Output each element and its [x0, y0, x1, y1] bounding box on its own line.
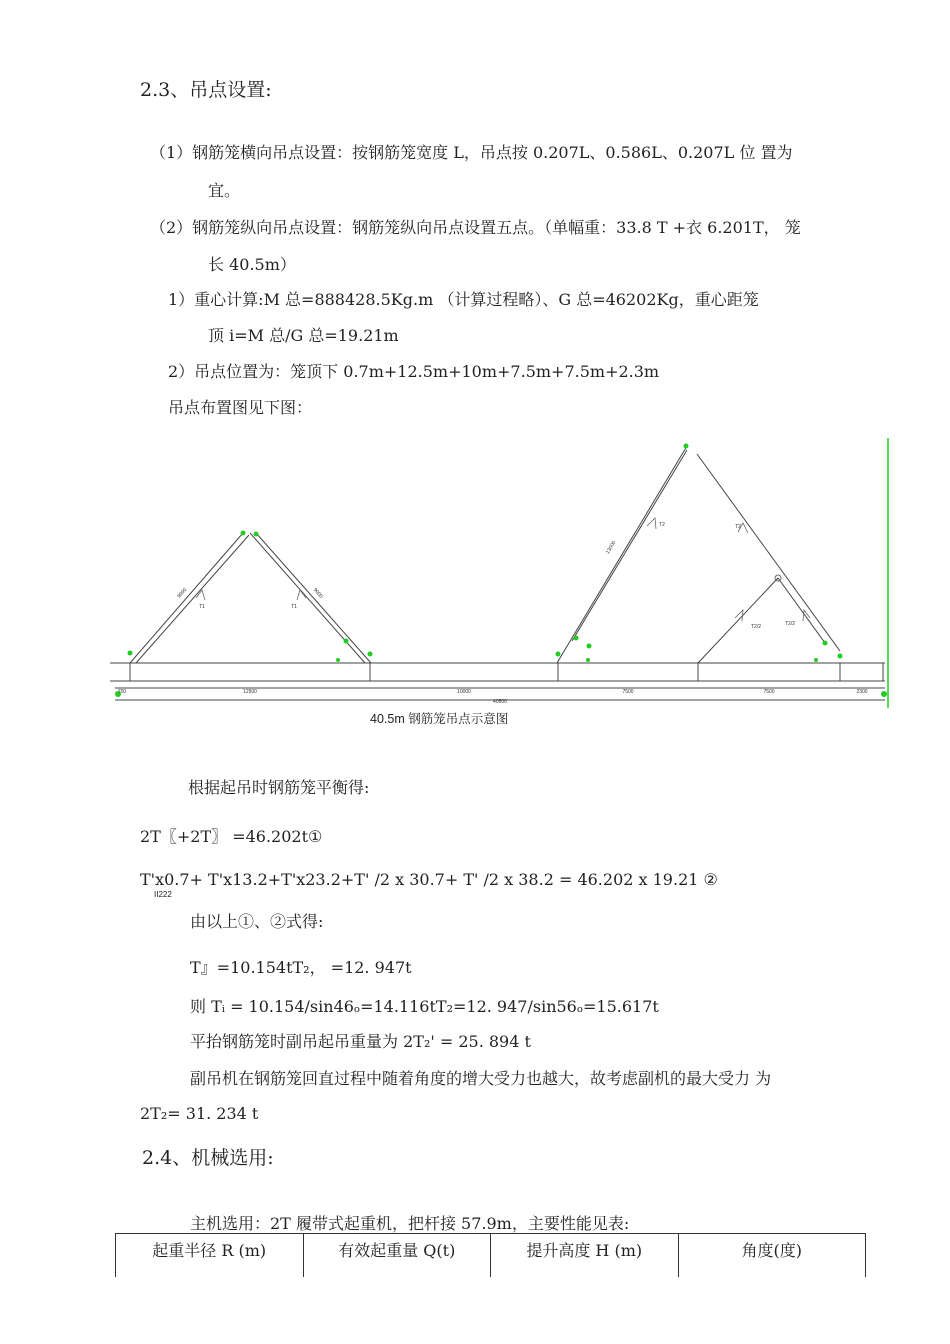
force-label: T2/2 — [750, 624, 762, 630]
col-header-lift-height: 提升高度 H (m) — [491, 1234, 679, 1278]
result-3: 平抬钢筋笼时副吊起吊重量为 2T₂' = 25. 894 t — [190, 1032, 531, 1051]
dim-1-label: 700 — [117, 689, 127, 695]
col-header-capacity: 有效起重量 Q(t) — [303, 1234, 491, 1278]
force-label: T2/2 — [784, 621, 796, 627]
equation-2: T'x0.7+ T'x13.2+T'x23.2+T' /2 x 30.7+ T' /2 x 38.2 = 46.202 x 19.21 ② — [140, 870, 718, 889]
force-label: T1 — [199, 604, 205, 610]
paragraph-3-line-2: 顶 i=M 总/G 总=19.21m — [208, 326, 399, 345]
dim-2-label: 12500 — [243, 689, 257, 695]
calc-intro: 根据起吊时钢筋笼平衡得: — [188, 778, 370, 797]
paragraph-4: 2）吊点位置为：笼顶下 0.7m+12.5m+10m+7.5m+7.5m+2.3m — [168, 362, 660, 381]
figure-caption: 40.5m 钢筋笼吊点示意图 — [370, 712, 509, 726]
paragraph-1-line-2: 宜。 — [208, 181, 241, 200]
dim-5-label: 7500 — [763, 689, 775, 695]
rope-length-label: 9000 — [176, 587, 189, 600]
section-heading-2-4: 2.4、机械选用: — [142, 1147, 274, 1169]
paragraph-5: 吊点布置图见下图： — [168, 398, 313, 417]
equation-2-subscripts: II222 — [154, 890, 172, 899]
dim-4-label: 7500 — [622, 689, 634, 695]
paragraph-2-line-1: （2）钢筋笼纵向吊点设置：钢筋笼纵向吊点设置五点。（单幅重：33.8 T +衣 6.201T， 笼 — [150, 218, 801, 237]
lifting-point-diagram — [110, 438, 890, 713]
section-heading-2-3: 2.3、吊点设置: — [140, 79, 272, 101]
force-label: T1 — [291, 604, 297, 610]
col-header-angle: 角度(度) — [678, 1234, 866, 1278]
dim-total-label: 40500 — [493, 699, 507, 705]
equation-1: 2T〖+2T〗 =46.202t① — [140, 827, 323, 846]
force-label: T2 — [735, 524, 741, 530]
paragraph-1-line-1: （1）钢筋笼横向吊点设置：按钢筋笼宽度 L，吊点按 0.207L、0.586L、0.207L 位 置为 — [150, 143, 793, 162]
force-label: T2 — [659, 522, 665, 528]
dim-3-label: 10000 — [457, 689, 471, 695]
derivation-note: 由以上①、②式得: — [190, 912, 324, 931]
rope-length-label: 9000 — [311, 587, 324, 600]
result-4: 副吊机在钢筋笼回直过程中随着角度的增大受力也越大，故考虑副机的最大受力 为 — [190, 1069, 772, 1088]
dim-6-label: 2300 — [856, 689, 868, 695]
paragraph-3-line-1: 1）重心计算:M 总=888428.5Kg.m （计算过程略）、G 总=46202Kg，重心距笼 — [168, 290, 759, 309]
rope-length-label: 13000 — [604, 539, 618, 555]
col-header-radius: 起重半径 R (m) — [116, 1234, 304, 1278]
result-2: 则 Tᵢ = 10.154/sin46ₒ=14.116tT₂=12. 947/sin56ₒ=15.617t — [190, 997, 659, 1016]
table-header-row — [116, 1234, 866, 1278]
result-1: T』=10.154tT₂， =12. 947t — [190, 958, 412, 977]
crane-performance-table — [115, 1233, 866, 1277]
machine-intro: 主机选用：2T 履带式起重机，把杆接 57.9m，主要性能见表: — [190, 1214, 630, 1233]
result-5: 2T₂= 31. 234 t — [140, 1104, 259, 1123]
paragraph-2-line-2: 长 40.5m） — [208, 255, 296, 274]
